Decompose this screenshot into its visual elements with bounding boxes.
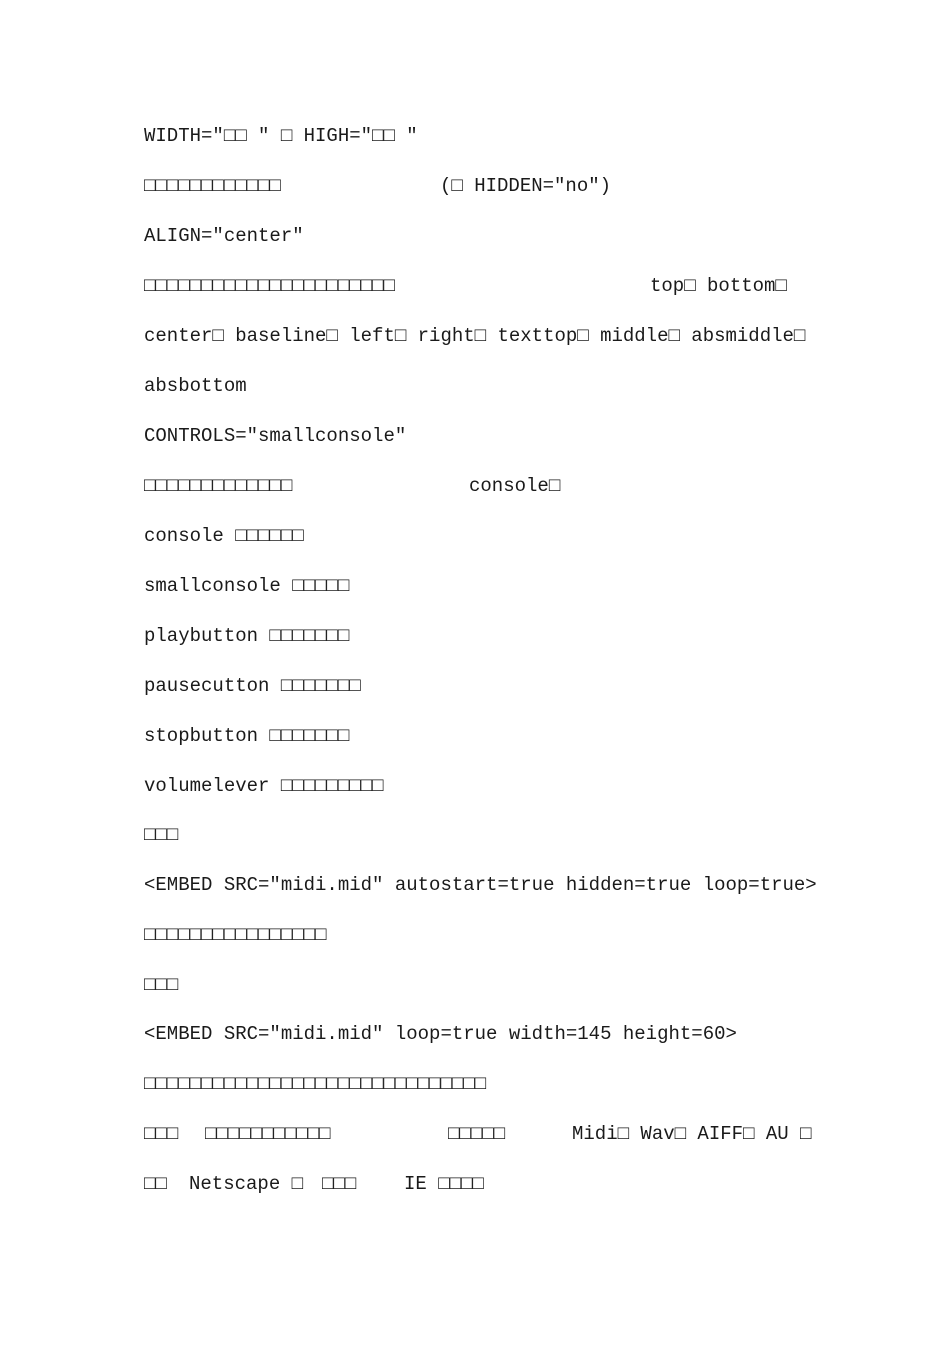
text-segment: console□: [469, 475, 561, 497]
text-line-formats: [0, 1119, 950, 1149]
text-line-align: [0, 221, 950, 251]
text-segment: □□□: [322, 1173, 357, 1195]
text-line-embed-1-desc: [0, 920, 950, 950]
text-segment: □□□: [144, 974, 179, 996]
text-segment: (□ HIDDEN="no"): [440, 175, 612, 197]
text-segment: <EMBED SRC="midi.mid" loop=true width=145 height=60>: [144, 1023, 737, 1045]
text-line-embed-2: [0, 1019, 950, 1049]
text-segment: □□: [144, 1173, 167, 1195]
text-line-embed-2-desc: [0, 1069, 950, 1099]
text-segment: volumelever □□□□□□□□□: [144, 775, 384, 797]
text-segment: smallconsole □□□□□: [144, 575, 350, 597]
text-segment: stopbutton □□□□□□□: [144, 725, 350, 747]
text-line-embed-1: [0, 870, 950, 900]
text-line-controls-desc: [0, 471, 950, 501]
text-line-align-values: [0, 321, 950, 351]
text-line-align-desc: [0, 271, 950, 301]
text-line-hidden: [0, 171, 950, 201]
text-segment: ALIGN="center": [144, 225, 304, 247]
text-segment: □□□: [144, 824, 179, 846]
text-segment: top□ bottom□: [650, 275, 787, 297]
text-segment: absbottom: [144, 375, 247, 397]
text-segment: □□□□□□□□□□□: [205, 1123, 331, 1145]
text-segment: □□□□□□□□□□□□□□□□: [144, 924, 327, 946]
text-segment: □□□□□: [448, 1123, 506, 1145]
text-line-controls: [0, 421, 950, 451]
text-segment: Midi□ Wav□ AIFF□ AU □: [572, 1123, 812, 1145]
text-line-playbutton: [0, 621, 950, 651]
text-line-browsers: [0, 1169, 950, 1199]
text-segment: playbutton □□□□□□□: [144, 625, 350, 647]
text-segment: Netscape □: [189, 1173, 304, 1195]
text-line-absbottom: [0, 371, 950, 401]
text-line-smallconsole: [0, 571, 950, 601]
text-segment: pausecutton □□□□□□□: [144, 675, 361, 697]
text-segment: □□□□□□□□□□□□□□□□□□□□□□□□□□□□□□: [144, 1073, 487, 1095]
text-line-example-2-label: [0, 970, 950, 1000]
text-segment: IE □□□□: [404, 1173, 484, 1195]
text-segment: console □□□□□□: [144, 525, 304, 547]
text-segment: □□□□□□□□□□□□: [144, 175, 281, 197]
text-line-width-high: [0, 121, 950, 151]
text-line-console: [0, 521, 950, 551]
text-line-volumelever: [0, 771, 950, 801]
text-segment: <EMBED SRC="midi.mid" autostart=true hidden=true loop=true>: [144, 874, 817, 896]
text-line-stopbutton: [0, 721, 950, 751]
text-segment: □□□□□□□□□□□□□: [144, 475, 293, 497]
text-line-example-1-label: [0, 820, 950, 850]
text-segment: □□□: [144, 1123, 179, 1145]
text-segment: WIDTH="□□ " □ HIGH="□□ ": [144, 125, 418, 147]
text-segment: center□ baseline□ left□ right□ texttop□ middle□ absmiddle□: [144, 325, 806, 347]
text-segment: □□□□□□□□□□□□□□□□□□□□□□: [144, 275, 395, 297]
text-line-pausecutton: [0, 671, 950, 701]
text-segment: CONTROLS="smallconsole": [144, 425, 407, 447]
